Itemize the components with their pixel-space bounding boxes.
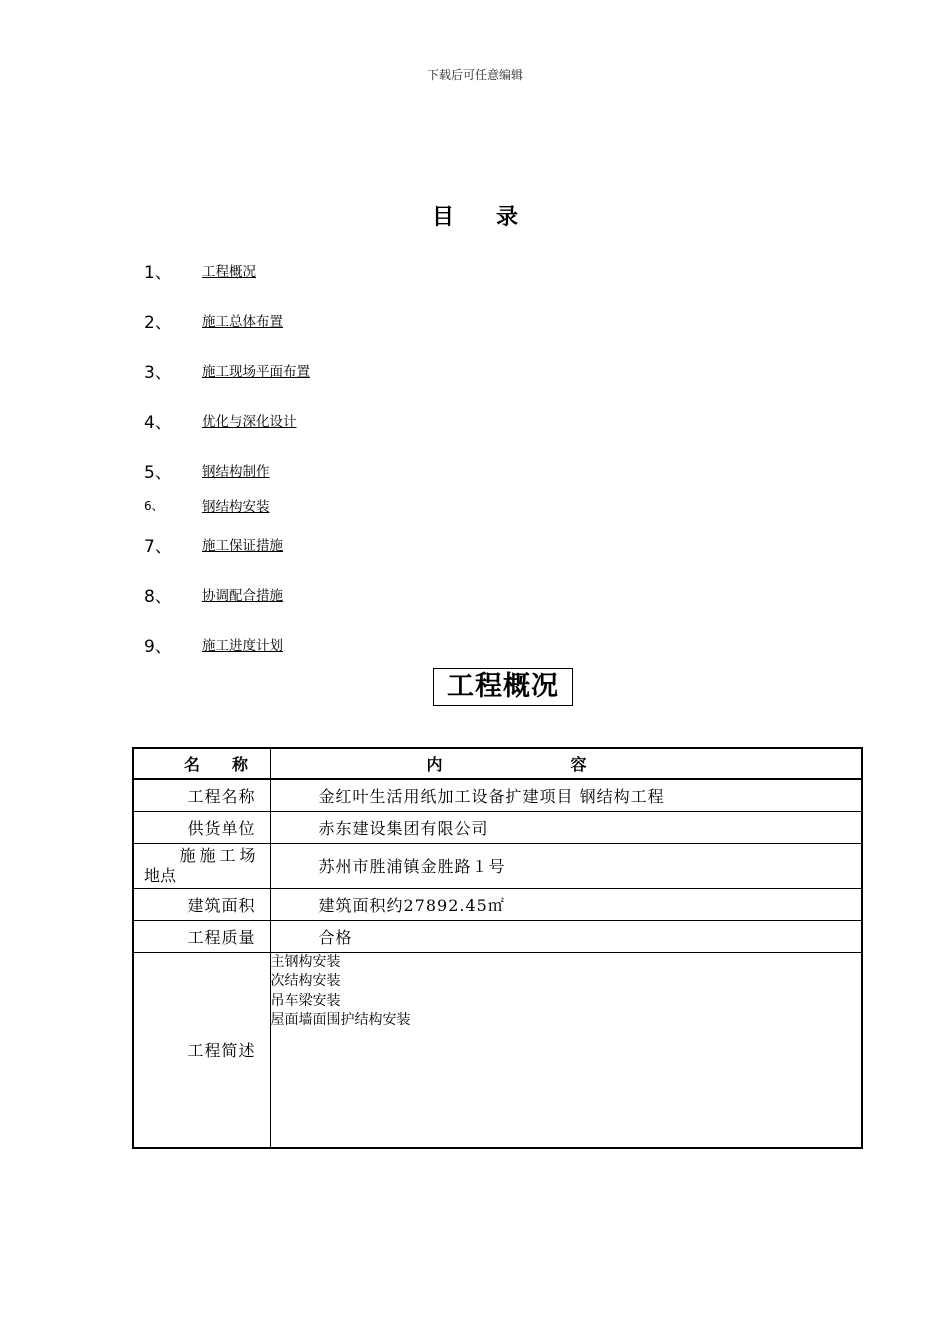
toc-item-number: 3、 [144,363,172,383]
description-item: 吊车梁安装 [270,992,341,1009]
toc-link-overview[interactable]: 工程概况 [202,264,256,280]
page-header-note: 下载后可任意编辑 [426,68,523,82]
row-value-quality: 合格 [270,920,862,952]
section-title: 工程概况 [433,668,573,706]
row-value-area: 建筑面积约27892.45㎡ [270,888,862,920]
table-header-row [133,748,862,779]
toc-link-fabrication[interactable]: 钢结构制作 [202,464,270,480]
row-value-supplier: 赤东建设集团有限公司 [270,811,862,843]
toc-item-number: 7、 [144,537,172,557]
table-row [133,843,862,888]
toc-link-design[interactable]: 优化与深化设计 [202,414,297,430]
row-label-site-line1: 施施工场 [179,845,260,865]
row-label-description: 工程简述 [133,952,270,1148]
overview-table [132,747,863,1149]
toc-item-number: 1、 [144,263,172,283]
toc-link-guarantee[interactable]: 施工保证措施 [202,538,283,554]
table-row [133,888,862,920]
description-item: 屋面墙面围护结构安装 [270,1012,411,1028]
row-label-quality: 工程质量 [133,920,270,952]
row-value-site: 苏州市胜浦镇金胜路１号 [270,843,862,888]
toc-title: 目录 [431,204,560,230]
toc-item-number: 2、 [144,313,172,333]
description-item: 主钢构安装 [270,953,341,970]
header-content-cell: 内 容 [270,748,862,779]
header-name-cell: 名 称 [133,748,270,779]
description-item: 次结构安装 [270,973,341,989]
toc-link-general-layout[interactable]: 施工总体布置 [202,314,283,330]
toc-link-coordination[interactable]: 协调配合措施 [202,588,283,604]
row-label-site [133,843,270,888]
table-row [133,811,862,843]
toc-item-number: 9、 [144,637,172,657]
toc-link-schedule[interactable]: 施工进度计划 [202,638,283,654]
toc-item-number: 4、 [144,413,172,433]
row-value-description [270,952,862,1148]
row-label-site-line2: 地点 [144,865,177,885]
row-label-project-name: 工程名称 [133,779,270,811]
toc-item-number: 6、 [144,499,164,513]
row-label-supplier: 供货单位 [133,811,270,843]
table-row [133,779,862,811]
toc-link-site-plan[interactable]: 施工现场平面布置 [202,364,310,380]
table-row [133,952,862,1148]
table-row [133,920,862,952]
toc-item-number: 8、 [144,587,172,607]
toc-link-installation[interactable]: 钢结构安装 [202,499,270,515]
toc-item-number: 5、 [144,463,172,483]
row-label-area: 建筑面积 [133,888,270,920]
row-value-project-name: 金红叶生活用纸加工设备扩建项目 钢结构工程 [270,779,862,811]
